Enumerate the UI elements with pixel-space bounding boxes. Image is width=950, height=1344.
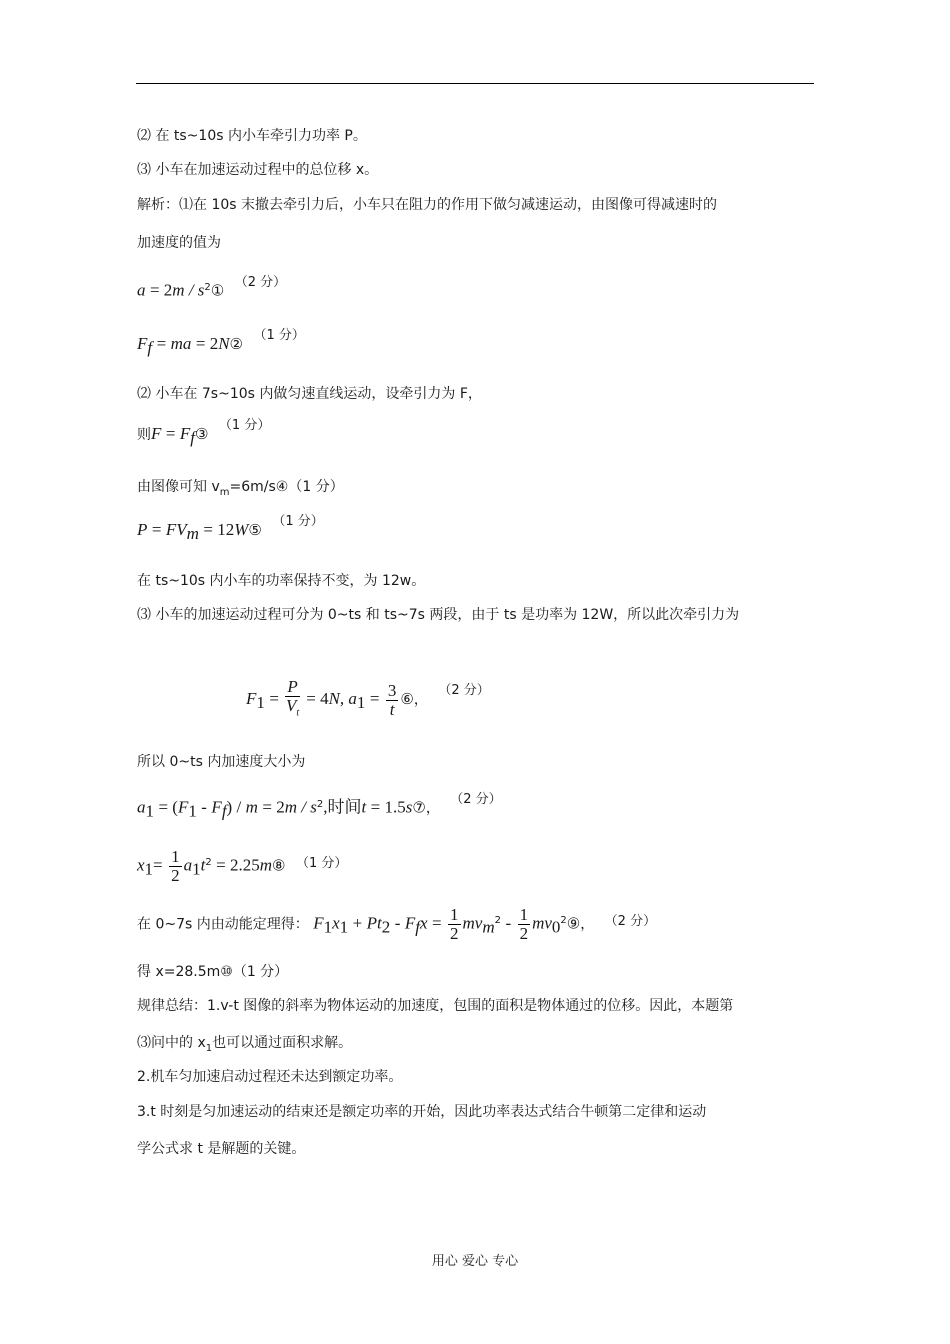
summary-2: 2.机车匀加速启动过程还未达到额定功率。	[137, 1069, 403, 1085]
equation-3: 则$F = F_f③$ （1 分）	[137, 418, 271, 447]
summary-1-cont: ⑶问中的 $x_1$也可以通过面积求解。	[137, 1035, 353, 1054]
vm-statement: 由图像可知 $v_m=6m/s④(1$ 分）	[137, 479, 344, 498]
acceleration-statement: 所以 0~ts 内加速度大小为	[137, 754, 306, 770]
equation-8-score: （1 分）	[295, 855, 348, 871]
equation-9-prefix: 在 0~7s 内由动能定理得：	[137, 916, 309, 933]
equation-3-score: （1 分）	[218, 418, 271, 433]
header-rule	[136, 83, 814, 84]
solution-part3: ⑶ 小车的加速运动过程可分为 0~ts 和 ts~7s 两段，由于 ts 是功率为 12W，所以此次牵引力为	[137, 607, 740, 623]
solution-part1-cont: 加速度的值为	[137, 235, 221, 251]
question-2: ⑵ 在 ts~10s 内小车牵引力功率 P。	[137, 128, 367, 144]
equation-7-score: （2 分）	[450, 791, 502, 807]
result: 得 x=28.5m⑩（1 分）	[137, 964, 289, 980]
equation-6-score: （2 分）	[438, 683, 490, 699]
equation-1-score: （2 分）	[234, 274, 287, 290]
summary-1: 规律总结：1.v-t 图像的斜率为物体运动的加速度，包围的面积是物体通过的位移。因此，本题第	[137, 998, 734, 1014]
equation-2-score: （1 分）	[253, 328, 305, 343]
summary-3-cont: 学公式求 t 是解题的关键。	[137, 1141, 306, 1157]
question-3: ⑶ 小车在加速运动过程中的总位移 x。	[137, 162, 379, 178]
equation-9: 在 0~7s 内由动能定理得： $F_1x_1 + Pt_2 - F_fx$ = $\frac{1}{2}$ $mv_m^2$ - $\frac{1}{2}$ $mv_0^2⑨$， （2 分）	[137, 905, 657, 943]
equation-5-score: （1 分）	[272, 514, 324, 529]
equation-2: $F_f$ = ma = 2N② （1 分）	[137, 328, 305, 357]
equation-1: $a = 2m / s^2①$ （2 分）	[137, 274, 287, 300]
equation-8: $x_1=$ $\frac{1}{2}$ $a_1t^2$ = 2.25m⑧ （1 分）	[137, 847, 348, 885]
equation-9-score: （2 分）	[604, 913, 657, 929]
equation-5: $P = FV_m$ = 12W⑤ （1 分）	[137, 514, 324, 543]
equation-3-prefix: 则	[137, 427, 151, 443]
equation-7: $a_1 = (F_1 - F_f) / m = 2m / s^2$,时间t = 1.5s⑦， （2 分）	[137, 791, 502, 821]
page-footer: 用心 爱心 专心	[431, 1254, 519, 1269]
equation-6: $F_1$ = $\frac{P}{V_t}$ = 4N, $a_1$ = $\frac{3}{t}$ ⑥， （2 分）	[246, 677, 490, 719]
solution-part1: 解析：⑴在 10s 末撤去牵引力后，小车只在阻力的作用下做匀减速运动，由图像可得减速时的	[137, 197, 718, 213]
power-constant: 在 ts~10s 内小车的功率保持不变，为 12w。	[137, 573, 426, 589]
solution-part2: ⑵ 小车在 7s~10s 内做匀速直线运动，设牵引力为 F，	[137, 386, 482, 402]
summary-3: 3.t 时刻是匀加速运动的结束还是额定功率的开始，因此功率表达式结合牛顿第二定律和运动	[137, 1104, 707, 1120]
